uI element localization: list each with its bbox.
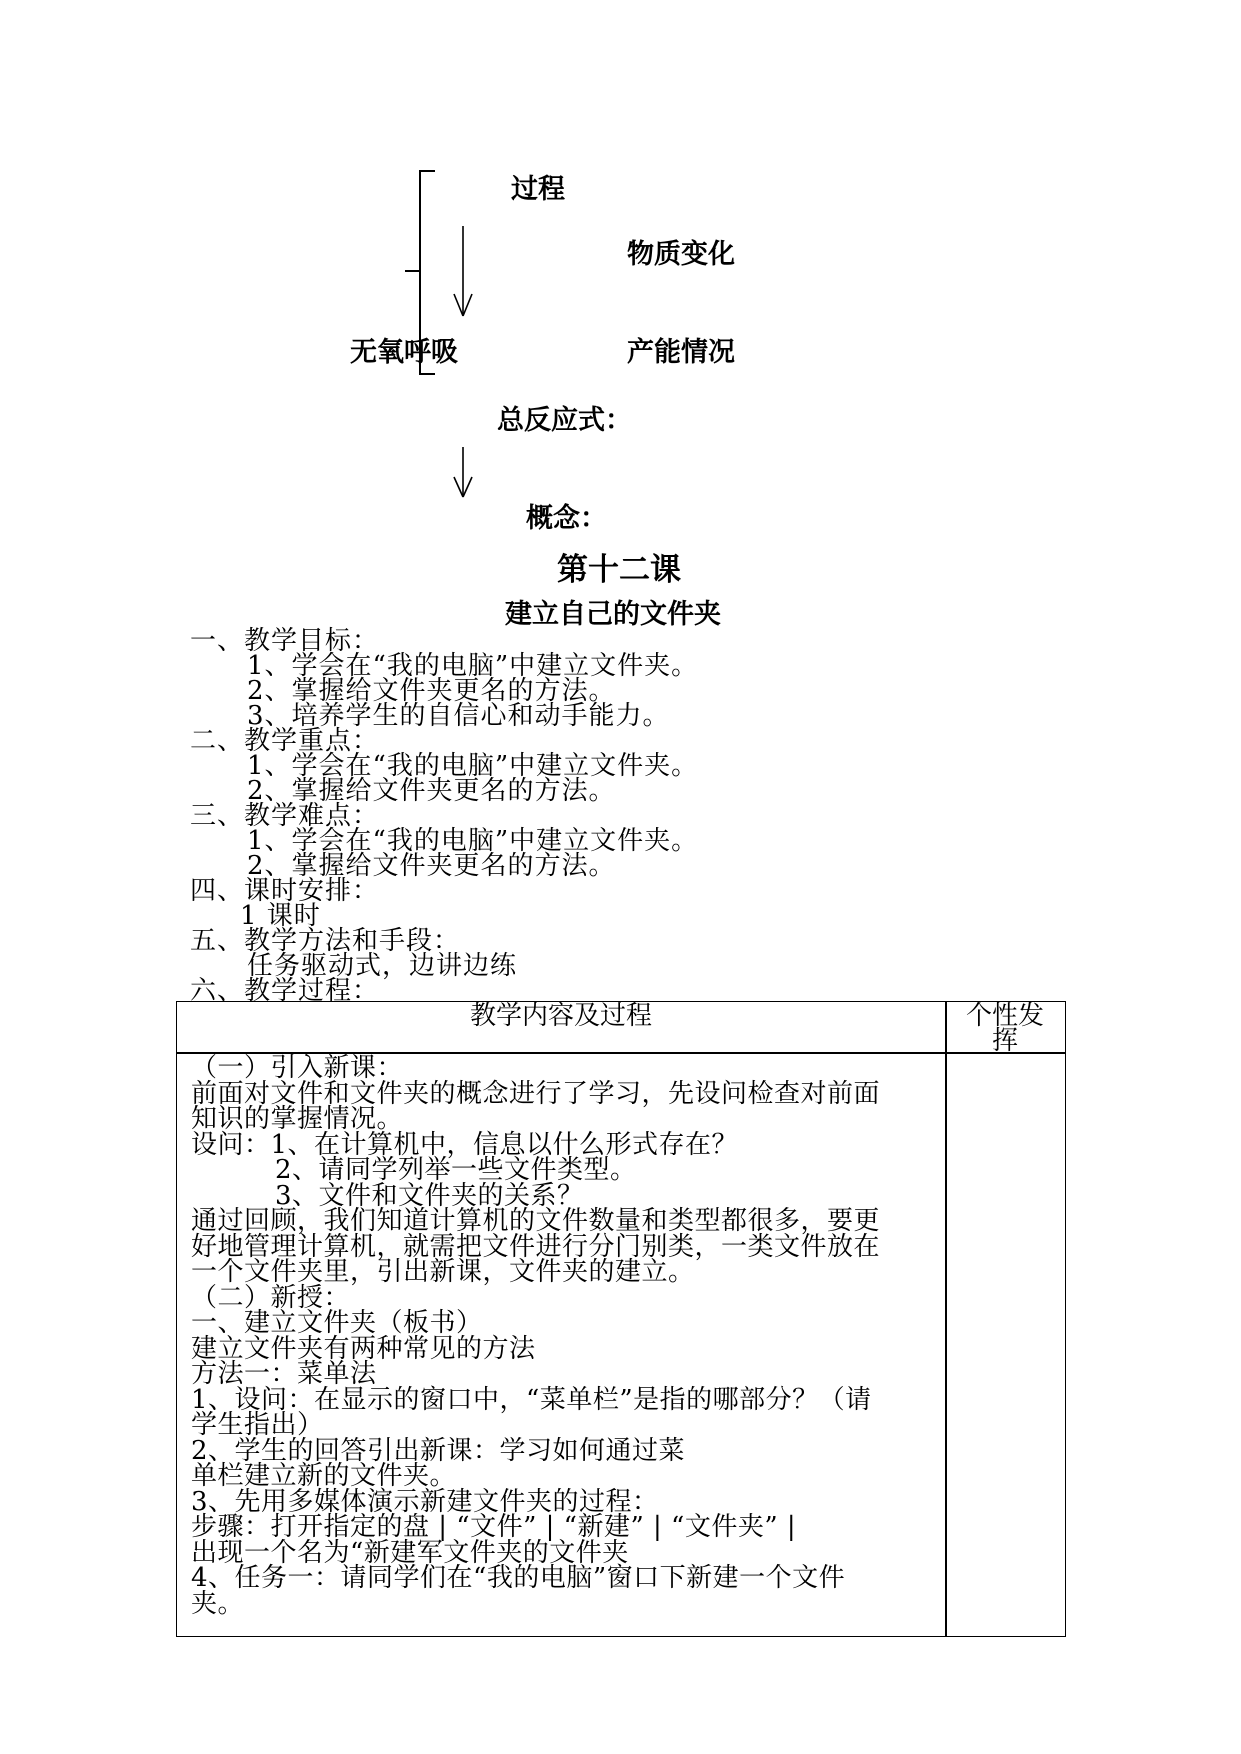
content-line: 4、任务一：请同学们在“我的电脑”窗口下新建一个文件 bbox=[191, 1563, 846, 1593]
content-line: 建立文件夹有两种常见的方法 bbox=[191, 1333, 536, 1364]
table-header-personal bbox=[945, 1001, 1065, 1056]
bracket-top bbox=[419, 170, 435, 172]
outline-heading: 一、教学目标： bbox=[190, 626, 380, 656]
outline-heading: 六、教学过程： bbox=[190, 976, 380, 1006]
content-line: 通过回顾，我们知道计算机的文件数量和类型都很多，要更 bbox=[191, 1206, 881, 1236]
content-line: （一）引入新课： bbox=[191, 1053, 404, 1083]
content-line: 夹。 bbox=[191, 1588, 245, 1619]
content-line: 出现一个名为“新建军文件夹的文件夹 bbox=[191, 1537, 629, 1568]
diagram-energy: 产能情况 bbox=[627, 337, 735, 368]
content-line: 方法一：菜单法 bbox=[191, 1359, 377, 1389]
diagram-process: 过程 bbox=[511, 174, 565, 205]
content-line: 3、先用多媒体演示新建文件夹的过程： bbox=[191, 1486, 659, 1517]
outline-heading: 二、教学重点： bbox=[190, 726, 380, 756]
outline-item: 2、掌握给文件夹更名的方法。 bbox=[247, 676, 616, 706]
outline-item: 1、学会在“我的电脑”中建立文件夹。 bbox=[247, 751, 699, 781]
content-line: 3、文件和文件夹的关系？ bbox=[275, 1180, 584, 1211]
lesson-title: 建立自己的文件夹 bbox=[505, 599, 721, 630]
outline-item: 1、学会在“我的电脑”中建立文件夹。 bbox=[247, 826, 699, 856]
table-header-personal-line: 挥 bbox=[991, 1026, 1018, 1056]
table-content-cell bbox=[191, 1053, 941, 1619]
down-arrow-icon bbox=[448, 445, 478, 501]
outline-item: 任务驱动式，边讲边练 bbox=[247, 951, 518, 981]
content-line: 步骤：打开指定的盘 | “文件” | “新建” | “文件夹” | bbox=[191, 1512, 797, 1542]
content-line: 学生指出） bbox=[191, 1410, 324, 1440]
down-arrow-icon bbox=[448, 224, 478, 320]
content-line: 2、请同学列举一些文件类型。 bbox=[275, 1155, 637, 1185]
table-header-personal-line: 个性发 bbox=[965, 1001, 1044, 1031]
bracket-bottom bbox=[419, 373, 435, 375]
teaching-process-table bbox=[176, 1001, 1066, 1637]
content-line: 设问：1、在计算机中，信息以什么形式存在？ bbox=[191, 1129, 739, 1160]
table-column-divider bbox=[945, 1002, 947, 1636]
outline-item: 2、掌握给文件夹更名的方法。 bbox=[247, 851, 616, 881]
content-line: 单栏建立新的文件夹。 bbox=[191, 1461, 457, 1491]
lesson-number: 第十二课 bbox=[557, 552, 681, 588]
diagram-concept: 概念： bbox=[526, 503, 607, 534]
table-header-content: 教学内容及过程 bbox=[469, 1001, 652, 1031]
diagram-equation: 总反应式： bbox=[497, 405, 632, 436]
outline-item: 2、掌握给文件夹更名的方法。 bbox=[247, 776, 616, 806]
outline-heading: 五、教学方法和手段： bbox=[190, 926, 461, 956]
content-line: 一个文件夹里，引出新课，文件夹的建立。 bbox=[191, 1257, 695, 1287]
content-line: 知识的掌握情况。 bbox=[191, 1104, 404, 1134]
content-line: 前面对文件和文件夹的概念进行了学习，先设问检查对前面 bbox=[191, 1078, 881, 1109]
bracket-middle-tick bbox=[405, 270, 420, 272]
content-line: 一、建立文件夹（板书） bbox=[191, 1308, 483, 1338]
outline-item: 3、培养学生的自信心和动手能力。 bbox=[247, 701, 670, 731]
content-line: 2、学生的回答引出新课：学习如何通过菜 bbox=[191, 1435, 686, 1466]
outline-heading: 四、课时安排： bbox=[190, 876, 380, 906]
content-line: 1、设问：在显示的窗口中，“菜单栏”是指的哪部分？（请 bbox=[191, 1384, 872, 1415]
content-line: （二）新授： bbox=[191, 1282, 351, 1313]
content-line: 好地管理计算机，就需把文件进行分门别类，一类文件放在 bbox=[191, 1231, 881, 1262]
outline-item: 1 课时 bbox=[240, 901, 321, 931]
outline-item: 1、学会在“我的电脑”中建立文件夹。 bbox=[247, 651, 699, 681]
outline-heading: 三、教学难点： bbox=[190, 801, 380, 831]
diagram-material-change: 物质变化 bbox=[627, 239, 735, 270]
diagram-anaerobic: 无氧呼吸 bbox=[350, 337, 458, 368]
